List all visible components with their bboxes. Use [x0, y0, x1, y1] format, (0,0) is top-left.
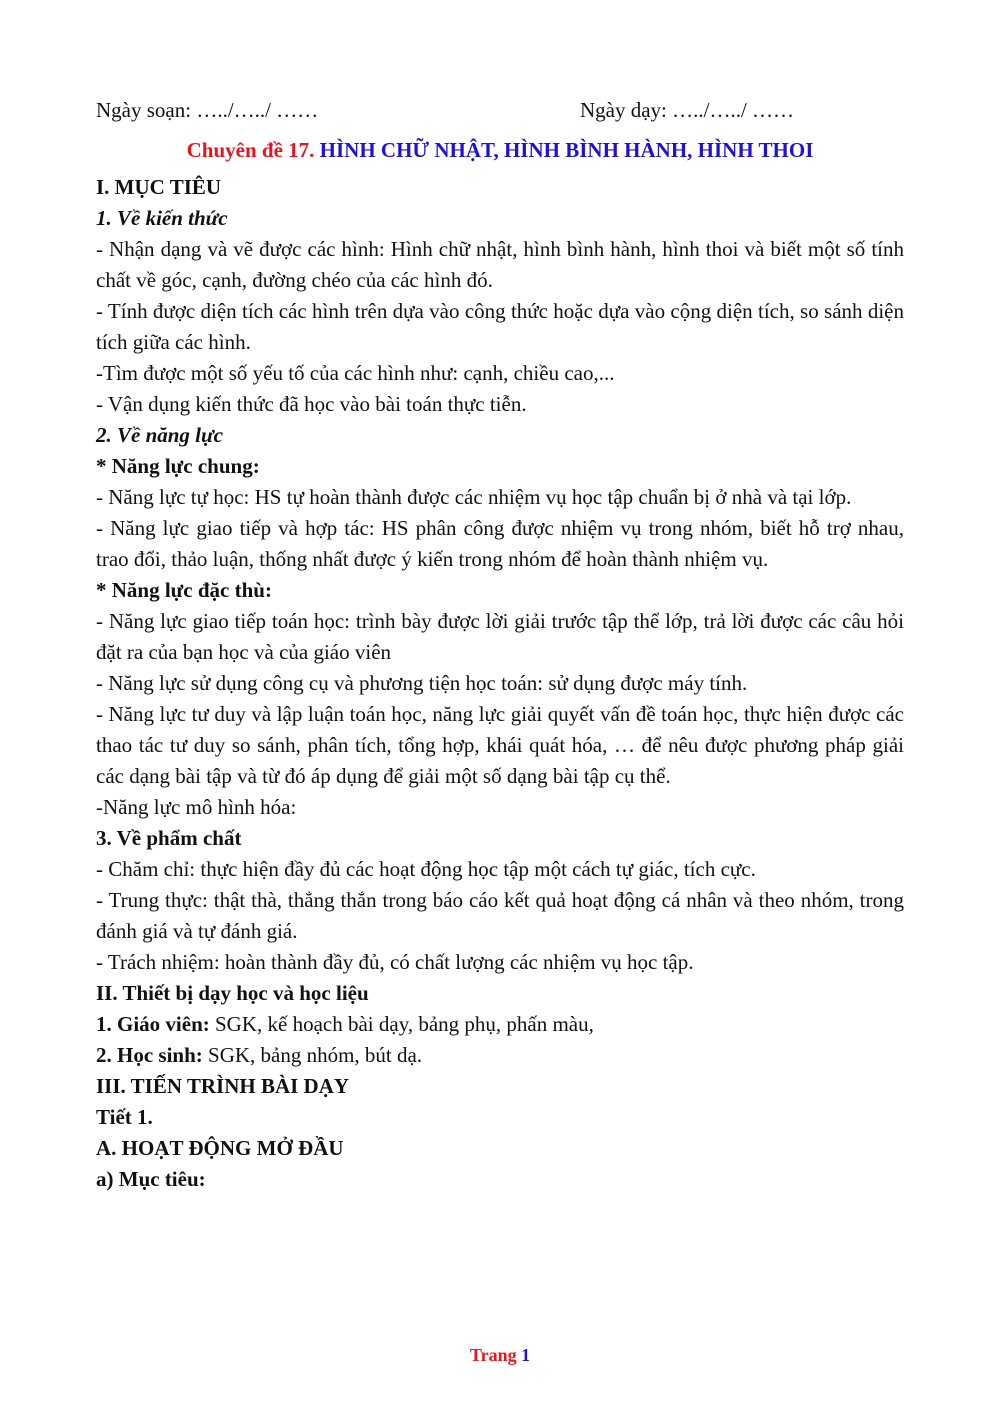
quality-item-3: - Trách nhiệm: hoàn thành đầy đủ, có chất lượng các nhiệm vụ học tập. — [96, 950, 694, 974]
student-label: 2. Học sinh: — [96, 1043, 203, 1067]
student-materials — [96, 1040, 904, 1071]
student-text: SGK, bảng nhóm, bút dạ. — [202, 1043, 423, 1067]
general-competence-item-2: - Năng lực giao tiếp và hợp tác: HS phân công được nhiệm vụ trong nhóm, biết hỗ trợ nhau, trao đổi, thảo luận, thống nhất được ý kiến trong nhóm để hoàn thành nhiệm vụ. — [96, 516, 904, 571]
document-title — [96, 128, 904, 172]
teaching-date: Ngày dạy: …../…../ …… — [580, 98, 795, 122]
specific-competence-heading: * Năng lực đặc thù: — [96, 578, 272, 602]
page-label: Trang — [469, 1345, 517, 1365]
knowledge-item-1: - Nhận dạng và vẽ được các hình: Hình chữ nhật, hình bình hành, hình thoi và biết một số tính chất về góc, cạnh, đường chéo của các hình đó. — [96, 237, 904, 292]
date-row — [96, 92, 904, 128]
activity-heading: A. HOẠT ĐỘNG MỞ ĐẦU — [96, 1136, 344, 1160]
specific-competence-item-2: - Năng lực sử dụng công cụ và phương tiện học toán: sử dụng được máy tính. — [96, 671, 748, 695]
knowledge-item-2: - Tính được diện tích các hình trên dựa vào công thức hoặc dựa vào cộng diện tích, so sánh diện tích giữa các hình. — [96, 299, 904, 354]
page-footer — [0, 1345, 1000, 1366]
page-number: 1 — [521, 1345, 531, 1365]
section-heading-equipment: II. Thiết bị dạy học và học liệu — [96, 981, 369, 1005]
subheading-knowledge: 1. Về kiến thức — [96, 206, 228, 230]
specific-competence-item-4: -Năng lực mô hình hóa: — [96, 795, 297, 819]
knowledge-item-4: - Vận dụng kiến thức đã học vào bài toán thực tiễn. — [96, 392, 527, 416]
general-competence-item-1: - Năng lực tự học: HS tự hoàn thành được các nhiệm vụ học tập chuẩn bị ở nhà và tại lớp. — [96, 485, 852, 509]
general-competence-heading: * Năng lực chung: — [96, 454, 260, 478]
quality-item-2: - Trung thực: thật thà, thẳng thắn trong báo cáo kết quả hoạt động cá nhân và theo nhóm, trong đánh giá và tự đánh giá. — [96, 888, 904, 943]
knowledge-item-3: -Tìm được một số yếu tố của các hình như: cạnh, chiều cao,... — [96, 361, 615, 385]
section-heading-objectives: I. MỤC TIÊU — [96, 175, 222, 199]
teacher-text: SGK, kế hoạch bài dạy, bảng phụ, phấn màu, — [209, 1012, 594, 1036]
quality-item-1: - Chăm chỉ: thực hiện đầy đủ các hoạt động học tập một cách tự giác, tích cực. — [96, 857, 756, 881]
specific-competence-item-3: - Năng lực tư duy và lập luận toán học, năng lực giải quyết vấn đề toán học, thực hiện được các thao tác tư duy so sánh, phân tích, tổng hợp, khái quát hóa, … để nêu được phương pháp giải các dạng bài tập và từ đó áp dụng để giải một số dạng bài tập cụ thể. — [96, 702, 904, 788]
title-prefix: Chuyên đề 17. — [186, 138, 315, 162]
objective-label: a) Mục tiêu: — [96, 1167, 206, 1191]
preparation-date: Ngày soạn: …../…../ …… — [96, 98, 319, 122]
lesson-period: Tiết 1. — [96, 1105, 153, 1129]
subheading-qualities: 3. Về phẩm chất — [96, 826, 242, 850]
section-heading-procedure: III. TIẾN TRÌNH BÀI DẠY — [96, 1074, 350, 1098]
subheading-competence: 2. Về năng lực — [96, 423, 223, 447]
document-page — [96, 92, 904, 1195]
specific-competence-item-1: - Năng lực giao tiếp toán học: trình bày được lời giải trước tập thể lớp, trả lời được các câu hỏi đặt ra của bạn học và của giáo viên — [96, 609, 904, 664]
teacher-materials — [96, 1009, 904, 1040]
teacher-label: 1. Giáo viên: — [96, 1012, 210, 1036]
title-main: HÌNH CHỮ NHẬT, HÌNH BÌNH HÀNH, HÌNH THOI — [314, 138, 814, 162]
